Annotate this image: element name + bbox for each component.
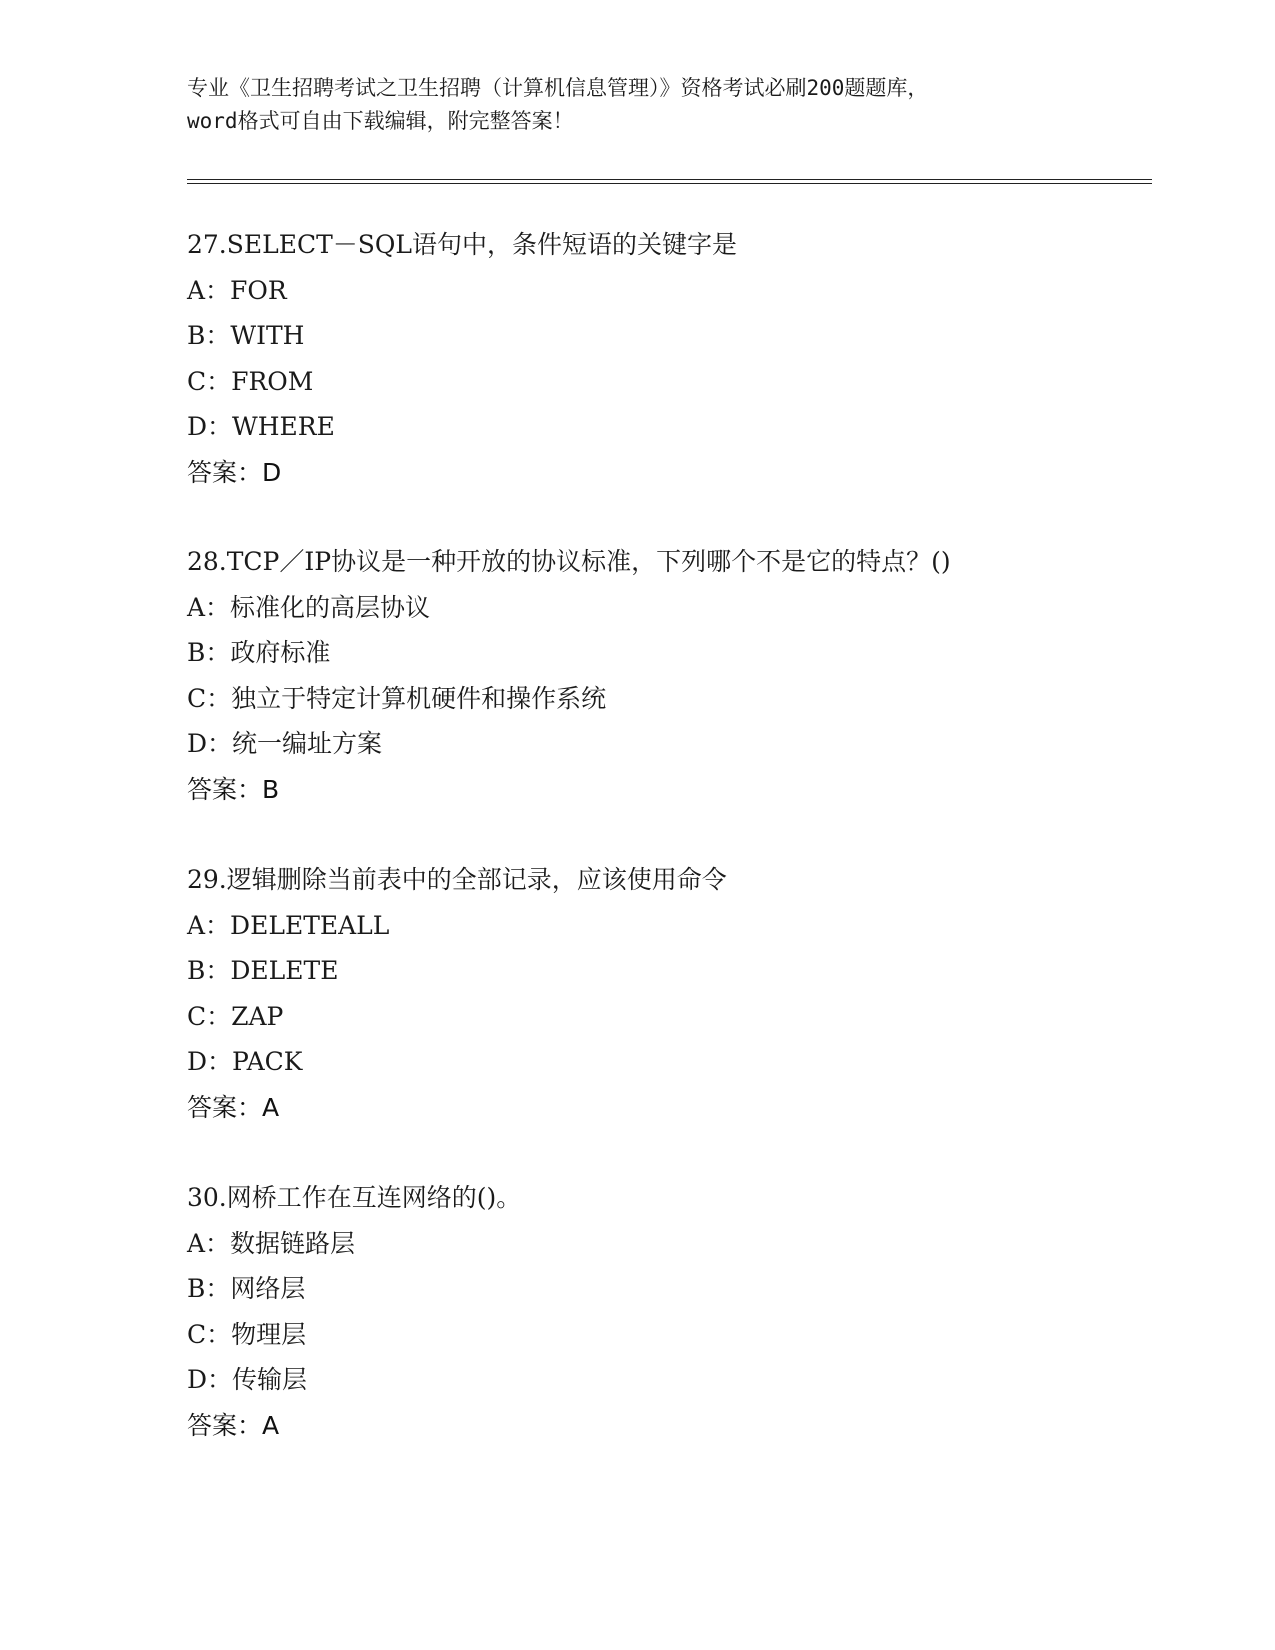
- option-b: B：网络层: [187, 1274, 306, 1303]
- option-d: D：WHERE: [187, 412, 335, 441]
- option-b: B：政府标准: [187, 638, 331, 667]
- header-line-1: 专业《卫生招聘考试之卫生招聘（计算机信息管理）》资格考试必刷200题题库，: [187, 76, 929, 100]
- question-title: 28.TCP／IP协议是一种开放的协议标准，下列哪个不是它的特点？(): [187, 547, 951, 576]
- option-b: B：WITH: [187, 321, 305, 350]
- answer: 答案：A: [187, 1410, 280, 1440]
- option-a: A：DELETEALL: [187, 910, 390, 940]
- option-b: B：DELETE: [187, 956, 339, 985]
- question-title: 30.网桥工作在互连网络的()。: [187, 1183, 522, 1212]
- option-c: C：ZAP: [187, 1001, 284, 1031]
- question-27: [187, 222, 1187, 495]
- question-title: 29.逻辑删除当前表中的全部记录，应该使用命令: [187, 865, 727, 894]
- answer: 答案：D: [187, 457, 282, 487]
- option-d: D：统一编址方案: [187, 729, 383, 758]
- option-d: D：传输层: [187, 1365, 308, 1394]
- question-29: [187, 857, 1187, 1130]
- question-30: [187, 1175, 1187, 1448]
- option-a: A：数据链路层: [187, 1228, 356, 1258]
- option-a: A：标准化的高层协议: [187, 592, 431, 622]
- question-title: 27.SELECT－SQL语句中，条件短语的关键字是: [187, 230, 738, 259]
- header-line-2: word格式可自由下载编辑，附完整答案！: [187, 109, 574, 133]
- answer: 答案：A: [187, 1092, 280, 1122]
- header-divider: [187, 179, 1152, 184]
- answer: 答案：B: [187, 774, 280, 804]
- option-c: C：独立于特定计算机硬件和操作系统: [187, 683, 607, 713]
- option-c: C：FROM: [187, 366, 314, 396]
- option-d: D：PACK: [187, 1047, 303, 1076]
- document-header: [187, 72, 1087, 138]
- option-a: A：FOR: [187, 275, 287, 305]
- question-28: [187, 539, 1187, 812]
- option-c: C：物理层: [187, 1319, 307, 1349]
